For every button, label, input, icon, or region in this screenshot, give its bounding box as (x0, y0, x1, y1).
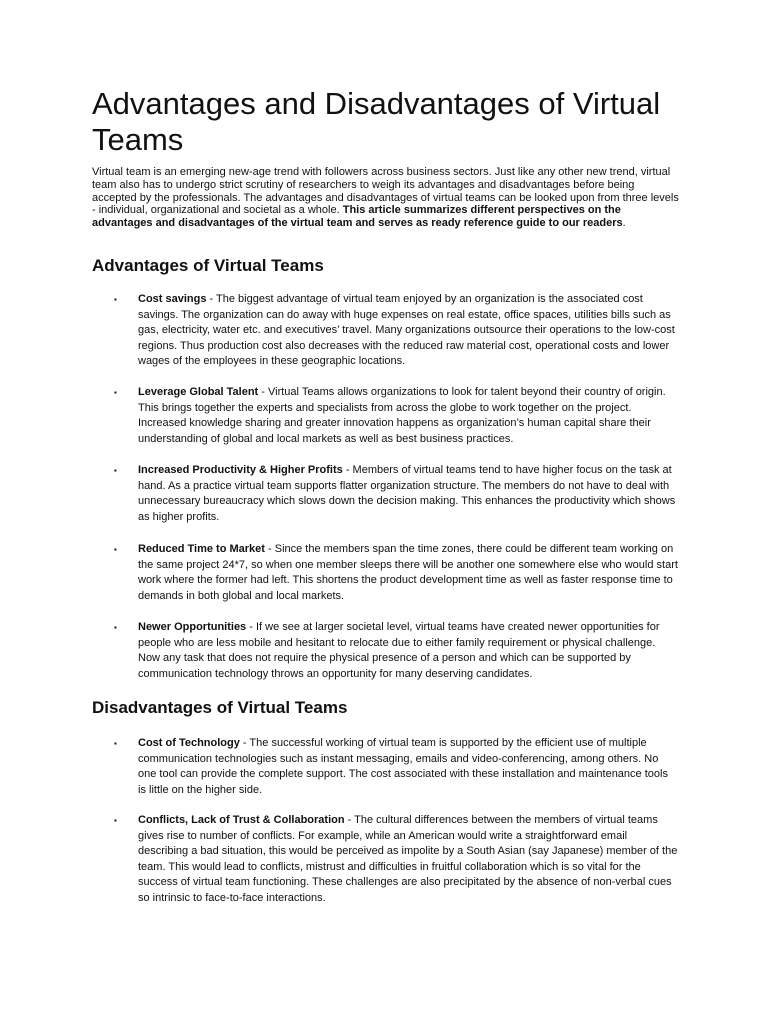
item-description: - Virtual Teams allows organizations to look for talent beyond their country of origin. This brings together the experts and specialists from across the globe to work together on the project. Increased knowledge sharing and greater innovation happens as organization’s human capital share their understanding of global and local markets as well as best business practices. (138, 386, 666, 445)
item-description: - The successful working of virtual team is supported by the efficient use of multiple communication technologies such as instant messaging, emails and video-conferencing, among others. No one tool can provide the complete support. The cost associated with these installation and maintenance tools is little on the higher side. (138, 737, 668, 796)
item-description: - The cultural differences between the members of virtual teams gives rise to number of conflicts. For example, while an American would write a straightforward email describing a bad situation, this would be perceived as impolite by a South Asian (say Japanese) member of the team. This would lead to conflicts, mistrust and difficulties in fruitful collaboration which is so vital for the success of virtual team functioning. These challenges are also precipitated by the absence of non-verbal cues so intrinsic to face-to-face interactions. (138, 814, 678, 904)
item-title: Increased Productivity & Higher Profits (138, 464, 343, 476)
item-title: Newer Opportunities (138, 621, 247, 633)
item-description: - The biggest advantage of virtual team enjoyed by an organization is the associated cost savings. The organization can do away with huge expenses on real estate, office spaces, utilities bills such as gas, electricity, water etc. and executives’ travel. Many organizations outsource their operations to the low-cost regions. Thus production cost also decreases with the reduced raw material cost, operational costs and lower wages of the employees in these geographic locations. (138, 293, 675, 367)
page-title: Advantages and Disadvantages of Virtual Teams (92, 86, 661, 157)
item-title: Cost savings (138, 293, 207, 305)
item-text (138, 542, 678, 604)
intro-bold-text: This article summarizes different perspectives on the advantages and disadvantages of the virtual team and serves as ready reference guide to our readers (92, 204, 623, 230)
item-text (138, 813, 678, 906)
bullet-icon: ▪ (114, 388, 117, 397)
bullet-icon: ▪ (114, 816, 117, 825)
item-description: - Since the members span the time zones, there could be different team working on the same project 24*7, so when one member sleeps there will be another one somewhere else who would start work where the former had left. This shortens the product development time as well as faster response time to demands in both global and local markets. (138, 543, 678, 602)
item-text (138, 736, 678, 798)
item-text (138, 385, 678, 447)
disadvantages-heading: Disadvantages of Virtual Teams (92, 698, 348, 717)
item-description: - Members of virtual teams tend to have higher focus on the task at hand. As a practice virtual team supports flatter organization structure. The members do not have to deal with unnecessary bureaucracy which slows down the decision making. This enhances the productivity which shows as higher profits. (138, 464, 676, 523)
intro-text: Virtual team is an emerging new-age trend with followers across business sectors. Just like any other new trend, virtual team also has to undergo strict scrutiny of researchers to weigh its advantages and disadvantages before being accepted by the professionals. The advantages and disadvantages of virtual teams can be looked upon from three levels - individual, organizational and societal as a whole. (92, 166, 679, 217)
item-title: Conflicts, Lack of Trust & Collaboration (138, 814, 345, 826)
bullet-icon: ▪ (114, 545, 117, 554)
item-title: Reduced Time to Market (138, 543, 265, 555)
bullet-icon: ▪ (114, 466, 117, 475)
item-text (138, 463, 678, 525)
item-title: Cost of Technology (138, 737, 240, 749)
item-title: Leverage Global Talent (138, 386, 259, 398)
advantages-heading: Advantages of Virtual Teams (92, 256, 324, 275)
item-text (138, 292, 678, 370)
bullet-icon: ▪ (114, 739, 117, 748)
intro-end: . (622, 217, 626, 230)
item-text (138, 620, 678, 682)
bullet-icon: ▪ (114, 295, 117, 304)
intro-paragraph (92, 166, 682, 230)
item-description: - If we see at larger societal level, virtual teams have created newer opportunities for people who are less mobile and hesitant to relocate due to either family requirement or physical challenge. Now any task that does not require the physical presence of a person and which can be supported by communication technology throws an opportunity for many deserving candidates. (138, 621, 660, 680)
bullet-icon: ▪ (114, 623, 117, 632)
